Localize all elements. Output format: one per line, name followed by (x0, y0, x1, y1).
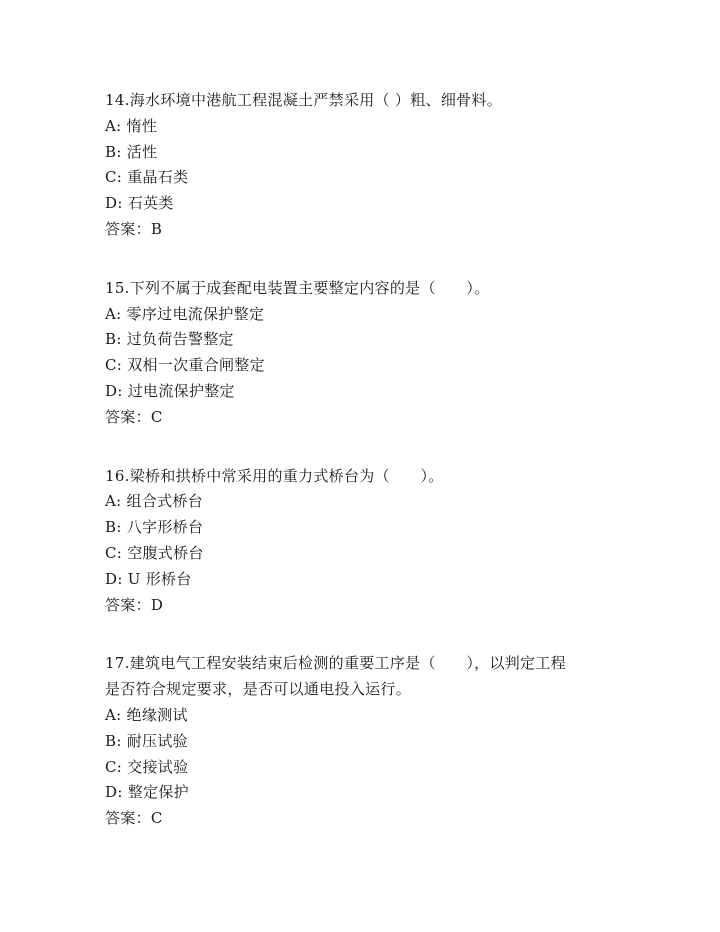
question-spacer (105, 431, 665, 464)
option-d: D: U 形桥台 (105, 569, 192, 588)
option-c: C: 双相一次重合闸整定 (105, 356, 265, 375)
option-b: B: 过负荷告警整定 (105, 330, 234, 349)
question-16 (105, 464, 665, 619)
question-17 (105, 651, 665, 832)
option-d: D: 过电流保护整定 (105, 381, 235, 400)
option-a: A: 组合式桥台 (105, 492, 204, 511)
option-d: D: 石英类 (105, 194, 174, 213)
question-spacer (105, 618, 665, 651)
option-d: D: 整定保护 (105, 783, 189, 802)
answer-line: 答案：D (105, 595, 164, 614)
answer-line: 答案：C (105, 407, 163, 426)
option-c: C: 重晶石类 (105, 168, 189, 187)
option-b: B: 耐压试验 (105, 731, 188, 750)
option-a: A: 绝缘测试 (105, 705, 188, 724)
answer-line: 答案：B (105, 219, 163, 238)
option-a: A: 惰性 (105, 116, 158, 135)
question-15 (105, 276, 665, 431)
question-stem-line-2: 是否符合规定要求，是否可以通电投入运行。 (105, 680, 412, 699)
option-c: C: 交接试验 (105, 757, 189, 776)
question-stem-line-1: 17.建筑电气工程安装结束后检测的重要工序是（ ），以判定工程 (105, 654, 566, 673)
option-c: C: 空腹式桥台 (105, 543, 204, 562)
question-stem: 14.海水环境中港航工程混凝土严禁采用（ ）粗、细骨料。 (105, 91, 503, 109)
question-14 (105, 88, 665, 243)
option-a: A: 零序过电流保护整定 (105, 304, 265, 323)
answer-line: 答案：C (105, 809, 163, 828)
option-b: B: 活性 (105, 142, 158, 161)
document-page (105, 88, 665, 832)
question-spacer (105, 243, 665, 276)
question-stem: 15.下列不属于成套配电装置主要整定内容的是（ ）。 (105, 278, 490, 297)
question-stem: 16.梁桥和拱桥中常采用的重力式桥台为（ ）。 (105, 466, 444, 485)
option-b: B: 八字形桥台 (105, 518, 204, 537)
